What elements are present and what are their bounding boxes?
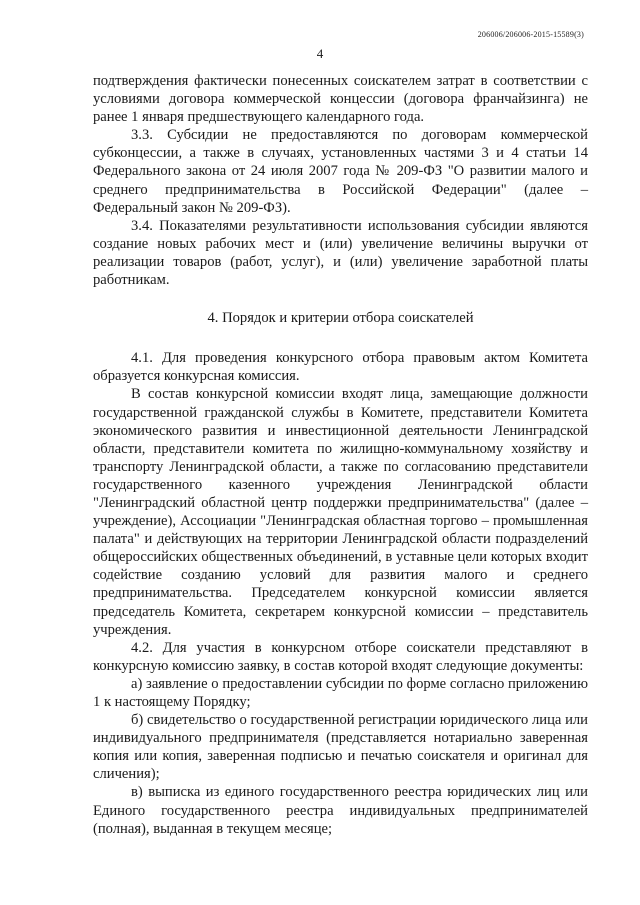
list-item-v: в) выписка из единого государственного реестра юридических лиц или Единого государственного реестра индивидуальных предпринимателей (полная), выданная в текущем месяце; — [93, 784, 588, 837]
list-item-b: б) свидетельство о государственной регистрации юридического лица или индивидуального предпринимателя (представляется нотариально заверенная копия или копия, заверенная подписью и печатью соискателя и оригинал для сличения); — [93, 712, 588, 783]
paragraph-3-2-continuation: подтверждения фактически понесенных соискателем затрат в соответствии с условиями договора коммерческой концессии (договора франчайзинга) не ранее 1 января предшествующего календарного года. — [93, 73, 588, 126]
document-body — [93, 72, 588, 838]
paragraph-4-1: 4.1. Для проведения конкурсного отбора правовым актом Комитета образуется конкурсная комиссия. — [93, 350, 588, 385]
list-item-a: а) заявление о предоставлении субсидии по форме согласно приложению 1 к настоящему Порядку; — [93, 675, 588, 710]
paragraph-commission-composition: В состав конкурсной комиссии входят лица, замещающие должности государственной гражданской службы в Комитете, представители Комитета экономического развития и инвестиционной деятельности Ленинградской области, представители комитета по жилищно-коммунальному хозяйству и транспорту Ленинградской области, а также по согласованию представители государственного казенного учреждения Ленинградской области "Ленинградский областной центр поддержки предпринимательства" (далее – учреждение), Ассоциации "Ленинградская областная торгово – промышленная палата" и действующих на территории Ленинградской области подразделений общероссийских общественных объединений, в уставные цели которых входит содействие созданию условий для развития малого и среднего предпринимательства. Председателем конкурсной комиссии является председатель Комитета, секретарем конкурсной комиссии – представитель учреждения. — [93, 386, 588, 638]
section-heading-4: 4. Порядок и критерии отбора соискателей — [207, 310, 474, 327]
paragraph-3-4: 3.4. Показателями результативности использования субсидии являются создание новых рабочих мест и (или) увеличение величины выручки от реализации товаров (работ, услуг), и (или) увеличение заработной платы работникам. — [93, 217, 588, 289]
paragraph-4-2: 4.2. Для участия в конкурсном отборе соискатели представляют в конкурсную комиссию заявку, в состав которой входят следующие документы: — [93, 639, 588, 674]
page-number: 4 — [316, 46, 324, 61]
paragraph-3-3: 3.3. Субсидии не предоставляются по договорам коммерческой субконцессии, а также в случаях, установленных частями 3 и 4 статьи 14 Федерального закона от 24 июля 2007 года № 209-ФЗ "О развитии малого и среднего предпринимательства в Российской Федерации" (далее – Федеральный закон № 209-ФЗ). — [93, 127, 588, 216]
document-id: 206006/206006-2015-15589(3) — [477, 30, 584, 39]
